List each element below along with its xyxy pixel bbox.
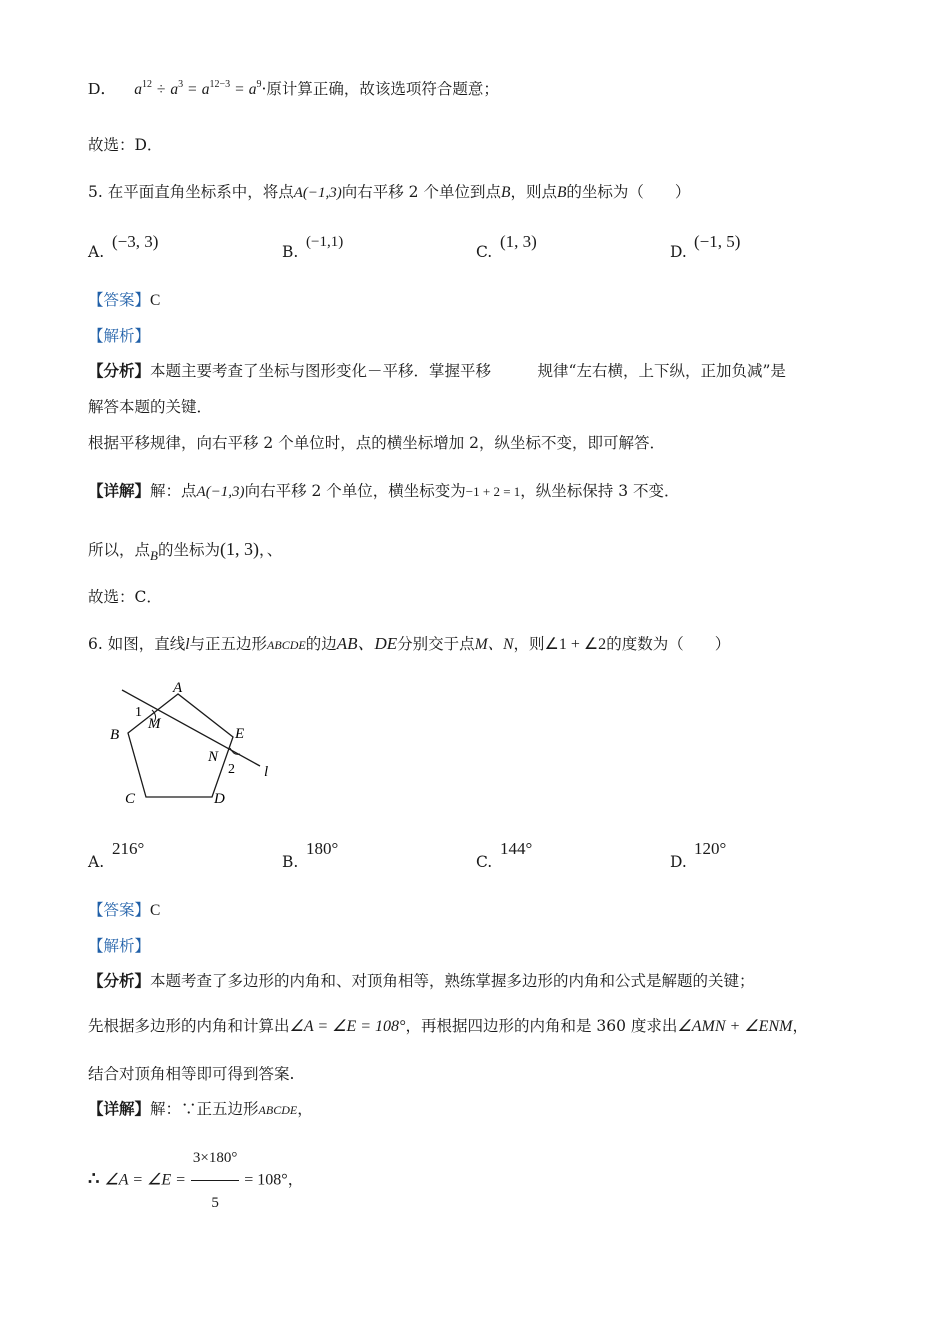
angle-expr: ∠A = ∠E = 108° bbox=[289, 1018, 406, 1035]
math-operator: ÷ bbox=[156, 81, 166, 98]
detail-text: ， bbox=[297, 1100, 313, 1118]
option-d-text: ·原计算正确，故该选项符合题意； bbox=[261, 80, 499, 98]
q5-answer bbox=[88, 289, 160, 312]
math-operator: = bbox=[235, 81, 244, 98]
math-term: a bbox=[170, 81, 179, 98]
label-1: 1 bbox=[135, 705, 142, 720]
q6-answer bbox=[88, 899, 160, 922]
analysis-tag: 【解析】 bbox=[88, 937, 151, 955]
q6-fenxi-1 bbox=[88, 970, 755, 992]
polygon-label: ABCDE bbox=[267, 638, 306, 652]
polygon-label: ABCDE bbox=[258, 1103, 298, 1117]
stem-text: ，则点 bbox=[510, 183, 557, 201]
option-d-value: (−1, 5) bbox=[694, 232, 741, 251]
stem-text: 的坐标为（ ） bbox=[566, 183, 691, 201]
exponent: 3 bbox=[178, 79, 184, 90]
fenxi-tag: 【分析】 bbox=[88, 361, 151, 380]
fenxi-text: ，再根据四边形的内角和是 360 度求出 bbox=[405, 1017, 678, 1035]
sides-label: AB、DE bbox=[336, 634, 398, 653]
so-text: 的坐标为 bbox=[157, 541, 220, 559]
q5-fenxi-1 bbox=[88, 360, 786, 382]
choose-line: 故选：D． bbox=[88, 136, 163, 154]
stem-text: 5. 在平面直角坐标系中，将点 bbox=[88, 183, 294, 201]
detail-tag: 【详解】 bbox=[88, 1099, 151, 1118]
pentagon-figure bbox=[100, 670, 290, 815]
option-c-value: 144° bbox=[500, 839, 533, 858]
option-a-label: A. bbox=[88, 853, 105, 871]
stem-text: ，则 bbox=[513, 635, 545, 653]
stem-text: 分别交于点 bbox=[397, 635, 475, 653]
exponent: 12−3 bbox=[209, 79, 231, 90]
answer-value: C bbox=[150, 292, 161, 309]
label-C: C bbox=[125, 791, 136, 807]
option-a-value: 216° bbox=[112, 839, 145, 858]
option-label: D． bbox=[88, 79, 118, 98]
option-b-value: 180° bbox=[306, 839, 339, 858]
fraction bbox=[191, 1136, 239, 1225]
answer-tag: 【答案】 bbox=[88, 901, 151, 919]
therefore-symbol: ∴ bbox=[88, 1168, 100, 1190]
question-6-stem bbox=[88, 633, 730, 656]
point-label: B bbox=[556, 184, 567, 201]
answer-tag: 【答案】 bbox=[88, 291, 151, 309]
fenxi-text: 先根据多边形的内角和计算出 bbox=[88, 1017, 290, 1035]
angle-expr: ∠AMN + ∠ENM bbox=[677, 1018, 793, 1035]
option-b-label: B. bbox=[282, 243, 299, 261]
so-text: ，、 bbox=[258, 541, 283, 559]
question-5-stem bbox=[88, 181, 690, 204]
point-label: B bbox=[500, 184, 511, 201]
stem-text: 与正五边形 bbox=[189, 635, 268, 653]
q6-fenxi-2 bbox=[88, 1015, 808, 1038]
option-a-label: A. bbox=[88, 243, 105, 261]
stem-text: 向右平移 2 个单位到点 bbox=[341, 183, 501, 201]
math-term: a bbox=[248, 81, 257, 98]
fraction-denominator: 5 bbox=[211, 1195, 219, 1211]
coordinate-value: (1, 3) bbox=[219, 539, 259, 559]
label-l: l bbox=[264, 764, 269, 780]
answer-value: C bbox=[150, 902, 161, 919]
calc-rhs: = 108° bbox=[244, 1171, 288, 1189]
fenxi-text: 本题主要考查了坐标与图形变化－平移．掌握平移 规律“左右横，上下纵，正加负减”是 bbox=[150, 362, 786, 380]
option-a-value: (−3, 3) bbox=[112, 232, 159, 251]
point-label: B bbox=[150, 548, 158, 563]
label-A: A bbox=[173, 680, 183, 696]
label-N: N bbox=[208, 749, 219, 765]
q6-analysis-tag bbox=[88, 935, 150, 957]
option-b-value: (−1,1) bbox=[306, 234, 344, 250]
detail-text: 向右平移 2 个单位，横坐标变为 bbox=[244, 482, 466, 500]
fenxi-text: 本题考查了多边形的内角和、对顶角相等，熟练掌握多边形的内角和公式是解题的关键； bbox=[150, 972, 755, 990]
line-label: l bbox=[185, 636, 190, 653]
q5-choose: 故选：C． bbox=[88, 588, 162, 606]
q6-detail bbox=[88, 1098, 313, 1121]
point-label: A(−1,3) bbox=[293, 185, 342, 201]
q5-fenxi-2: 解答本题的关键． bbox=[88, 398, 213, 416]
points-label: M、N bbox=[474, 636, 514, 653]
fraction-numerator: 3×180° bbox=[191, 1136, 239, 1181]
option-d-line bbox=[88, 78, 499, 103]
q5-so-line bbox=[88, 538, 282, 562]
label-B: B bbox=[110, 727, 120, 743]
option-c-label: C. bbox=[476, 243, 493, 261]
option-c-value: (1, 3) bbox=[500, 232, 537, 251]
option-b-label: B. bbox=[282, 853, 299, 871]
label-D: D bbox=[214, 791, 225, 807]
detail-text: 解：点 bbox=[150, 482, 197, 500]
exponent: 12 bbox=[141, 79, 152, 90]
math-term: a bbox=[201, 81, 210, 98]
q5-detail bbox=[88, 480, 680, 503]
stem-text: 的边 bbox=[305, 635, 337, 653]
angle-expr: ∠1 + ∠2 bbox=[544, 636, 607, 653]
option-d-label: D. bbox=[670, 853, 687, 871]
calc-post: ， bbox=[287, 1170, 304, 1189]
exponent: 9 bbox=[256, 79, 262, 90]
label-E: E bbox=[235, 726, 245, 742]
detail-text: 解：∵正五边形 bbox=[150, 1100, 259, 1118]
pentagon-shape bbox=[128, 694, 233, 797]
calc-lhs: ∠A = ∠E = bbox=[104, 1171, 186, 1189]
option-c-label: C. bbox=[476, 853, 493, 871]
fenxi-tag: 【分析】 bbox=[88, 971, 151, 990]
analysis-tag: 【解析】 bbox=[88, 327, 151, 345]
q6-calc bbox=[88, 1136, 303, 1225]
option-d-value: 120° bbox=[694, 839, 727, 858]
q6-fenxi-3: 结合对顶角相等即可得到答案. bbox=[88, 1065, 295, 1083]
math-term: a bbox=[134, 81, 142, 98]
stem-text: 6. 如图，直线 bbox=[88, 635, 186, 653]
math-operator: = bbox=[188, 81, 197, 98]
label-M: M bbox=[148, 716, 161, 732]
label-2: 2 bbox=[228, 762, 235, 777]
detail-text: ，纵坐标保持 3 不变． bbox=[520, 482, 680, 500]
option-d-label: D. bbox=[670, 243, 687, 261]
q5-fenxi-3: 根据平移规律，向右平移 2 个单位时，点的横坐标增加 2，纵坐标不变，即可解答． bbox=[88, 434, 666, 452]
calc-expr: −1 + 2 = 1 bbox=[465, 484, 521, 499]
point-label: A(−1,3) bbox=[196, 484, 245, 500]
fenxi-text: ， bbox=[792, 1017, 808, 1035]
stem-text: 的度数为（ ） bbox=[606, 635, 731, 653]
q5-analysis-tag bbox=[88, 325, 150, 347]
detail-tag: 【详解】 bbox=[88, 481, 151, 500]
so-text: 所以，点 bbox=[88, 541, 151, 559]
